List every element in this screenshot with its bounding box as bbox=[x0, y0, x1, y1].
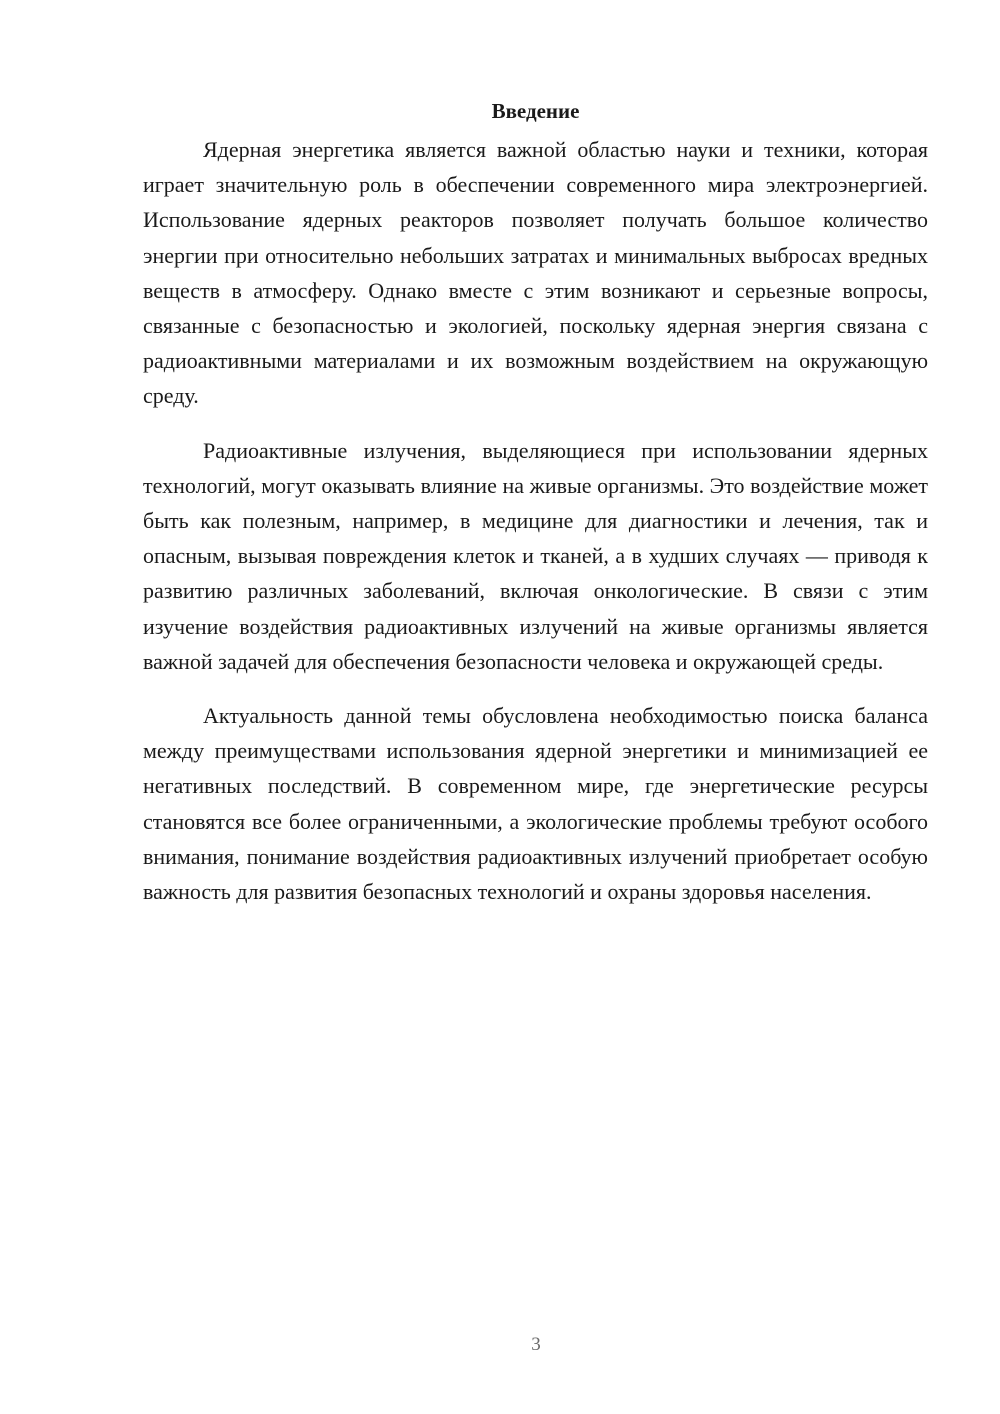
paragraph-2: Радиоактивные излучения, выделяющиеся при использовании ядерных технологий, могут оказывать влияние на живые организмы. Это воздействие может быть как полезным, например, в медицине для диагностики и лечения, так и опасным, вызывая повреждения клеток и тканей, а в худших случаях — приводя к развитию различных заболеваний, включая онкологические. В связи с этим изучение воздействия радиоактивных излучений на живые организмы является важной задачей для обеспечения безопасности человека и окружающей среды. bbox=[143, 437, 928, 674]
paragraph-3: Актуальность данной темы обусловлена необходимостью поиска баланса между преимуществами использования ядерной энергетики и минимизацией ее негативных последствий. В современном мире, где энергетические ресурсы становятся все более ограниченными, а экологические проблемы требуют особого внимания, понимание воздействия радиоактивных излучений приобретает особую важность для развития безопасных технологий и охраны здоровья населения. bbox=[143, 703, 928, 905]
paragraph-1: Ядерная энергетика является важной областью науки и техники, которая играет значительную роль в обеспечении современного мира электроэнергией. Использование ядерных реакторов позволяет получать большое количество энергии при относительно небольших затратах и минимальных выбросах вредных веществ в атмосферу. Однако вместе с этим возникают и серьезные вопросы, связанные с безопасностью и экологией, поскольку ядерная энергия связана с радиоактивными материалами и их возможным воздействием на окружающую среду. bbox=[143, 137, 928, 409]
section-heading: Введение bbox=[491, 99, 580, 123]
page-content bbox=[143, 96, 928, 928]
page-number: 3 bbox=[531, 1334, 541, 1355]
